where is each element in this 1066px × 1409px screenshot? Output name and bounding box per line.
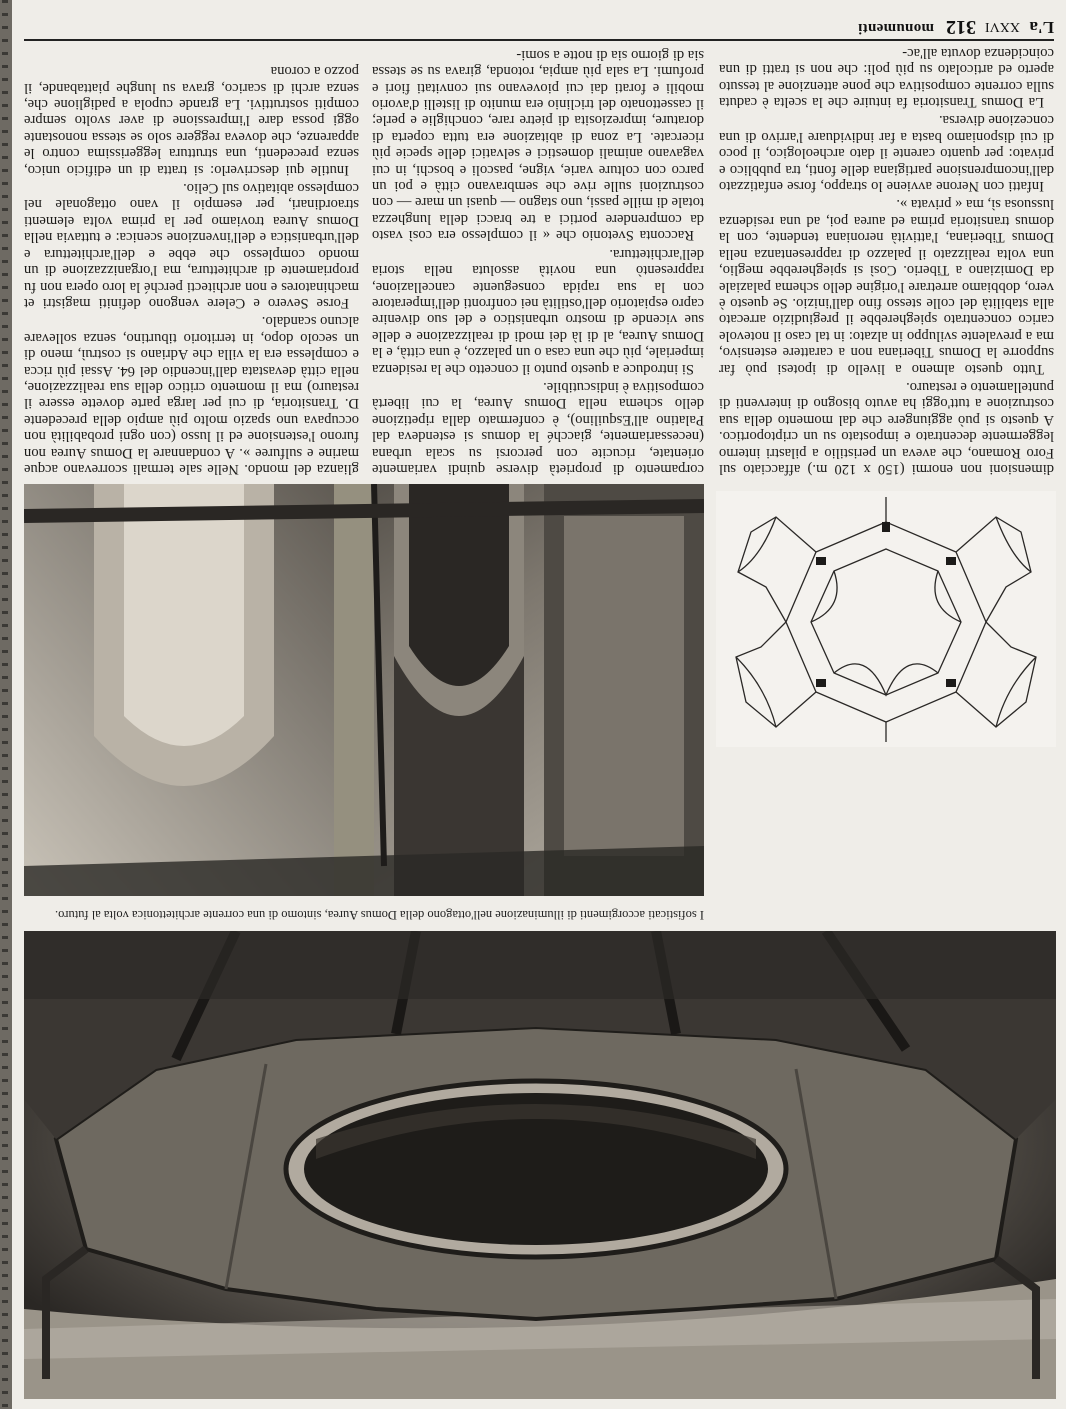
paragraph: glianza del mondo. Nelle sale termali scorrevano acque marine e sulfuree ». A condannare la Domus Aurea non furono l'estensione ed il lusso (con ogni probabilità non occupava uno spazio molto più ampio della precedente D. Transitoria, di cui per larga parte dovette essere il restauro) ma il momento critico della sua realizzazione, nella città devastata dall'incendio del 64. Assai più ricca e complessa era la villa che Adriano si costruì, meno di un secolo dopo, in territorio tiburtino, senza sollevare alcuno scandalo. bbox=[24, 313, 359, 477]
plan-svg bbox=[716, 491, 1056, 747]
page-edge-perforation bbox=[2, 0, 8, 1409]
photo-caption: I sofisticati accorgimenti di illuminazione nell'ottagono della Domus Aurea, sintomo di una corrente architettonica volta al futuro. bbox=[54, 908, 704, 922]
running-header bbox=[24, 1, 1054, 41]
text-column-left bbox=[719, 44, 1054, 477]
paragraph: Racconta Svetonio che « il complesso era così vasto da comprendere portici a tre bracci della lunghezza totale di mille passi, uno stagno — quasi un mare — con costruzioni sulle rive che sembravano città e poi un parco con colture varie, vigne, pascoli e boschi, in cui vagavano animali domestici e selvatici delle specie più ricercate. La zona di abitazione era tutta coperta di dorature, impreziosita di pietre rare, conchiglie e perle; il cassettonato del triclinio era munito di listelli d'avorio mobili e forati dai cui piovevano sui convitati fiori e profumi. La sala più ampia, rotonda, girava su se stessa sia di giorno sia di notte a somi- bbox=[372, 46, 704, 244]
page-number: 312 bbox=[946, 16, 976, 38]
photo-octagon-oculus bbox=[24, 931, 1056, 1399]
text-column-middle bbox=[372, 46, 704, 477]
header-rule bbox=[24, 39, 1054, 41]
photo-oculus-svg bbox=[24, 931, 1056, 1399]
paragraph: La Domus Transitoria fa intuire che la scelta è caduta sulla corrente compositiva che pone attenzione al tessuto aperto ed articolato su più poli: che non si tratti di una coincidenza dovuta all'ac- bbox=[719, 44, 1054, 111]
rotated-page-content bbox=[12, 0, 1066, 1409]
octagon-plan-drawing bbox=[716, 491, 1056, 747]
paragraph: Forse Severo e Celere vengono definiti magistri et machinatores e non architecti perché la loro opera non fu propriamente di architettura, ma l'organizzazione di un mondo complesso che ebbe e dell'architettura e dell'urbanistica e dell'invenzione scenica: e tuttavia nella Domus Aurea troviamo per la prima volta elementi straordinari, per esempio il vano ottagonale nel complesso abitativo sul Celio. bbox=[24, 180, 359, 311]
magazine-title: L'a bbox=[1029, 18, 1054, 37]
paragraph: dimensioni non enormi (150 x 120 m.) affacciato sul Foro Romano, che aveva un peristilio a pilastri interno leggermente decentrato e impostato su un criptoportico. A questo si può aggiungere che dal momento della sua costruzione a tutt'oggi ha avuto bisogno di interventi di puntellamento e restauro. bbox=[719, 378, 1054, 477]
paragraph: Si introduce a questo punto il concetto che la residenza imperiale, più che una casa o un palazzo, è una città, e la Domus Aurea, al di là dei modi di realizzazione e delle sue vicende di mostro urbanistico e del suo divenire capro espiatorio dell'ostilità nei confronti dell'imperatore con la sua rapida conseguente cancellazione, rappresentò una novità assoluta nella storia dell'architettura. bbox=[372, 245, 704, 377]
magazine-page bbox=[12, 0, 1066, 1409]
photo-interior-vaults bbox=[24, 484, 704, 896]
photo-vaults-svg bbox=[24, 484, 704, 896]
paragraph: corpamento di proprietà diverse quindi variamente orientate, ricucite con percorsi su scala urbana (necessariamente, giacché la domus si estendeva dal Palatino all'Esquilino), è confermato dalla ripetizione dello schema nella Domus Aurea, la cui libertà compositiva è indiscutibile. bbox=[372, 378, 704, 477]
paragraph: Tutto questo almeno a livello di ipotesi può far supporre la Domus Tiberiana non a carattere estensivo, ma a prevalente sviluppo in alzato: in tal caso il notevole carico concentrato spiegherebbe il pregiudizio arrecato alla stabilità del colle stesso fino dall'inizio. Se questo è vero, dobbiamo arretrare l'origine dello schema palaziale da Domiziano a Tiberio. Così si spiegherebbe meglio, una volta realizzato il palazzo di rappresentanza nella Domus Tiberiana, l'attività neroniana tendente, con la domus transitoria prima ed aurea poi, ad una residenza lussuosa sì, ma « privata ». bbox=[719, 196, 1054, 377]
text-column-right bbox=[24, 52, 359, 477]
paragraph: Inutile qui descriverlo: si tratta di un edificio unico, senza precedenti, una struttura leggerissima contro le apparenze, che doveva reggere solo se stessa nonostante oggi possa dare l'impressione di aver svolto sempre compiti sostruttivi. La grande cupola a padiglione che, senza archi di scarico, grava su lunghe piattabande, il pozzo a corona bbox=[24, 63, 359, 178]
issue-number: XXVI bbox=[985, 19, 1020, 34]
paragraph: Infatti con Nerone avviene lo strappo, forse enfatizzato dall'incomprensione partigiana delle fonti, tra pubblico e privato: per quanto carente il dato archeologico, il poco di cui disponiamo basta a far individuare l'arrivo di una concezione diversa. bbox=[719, 112, 1054, 195]
section-title: monumenti bbox=[857, 20, 934, 36]
